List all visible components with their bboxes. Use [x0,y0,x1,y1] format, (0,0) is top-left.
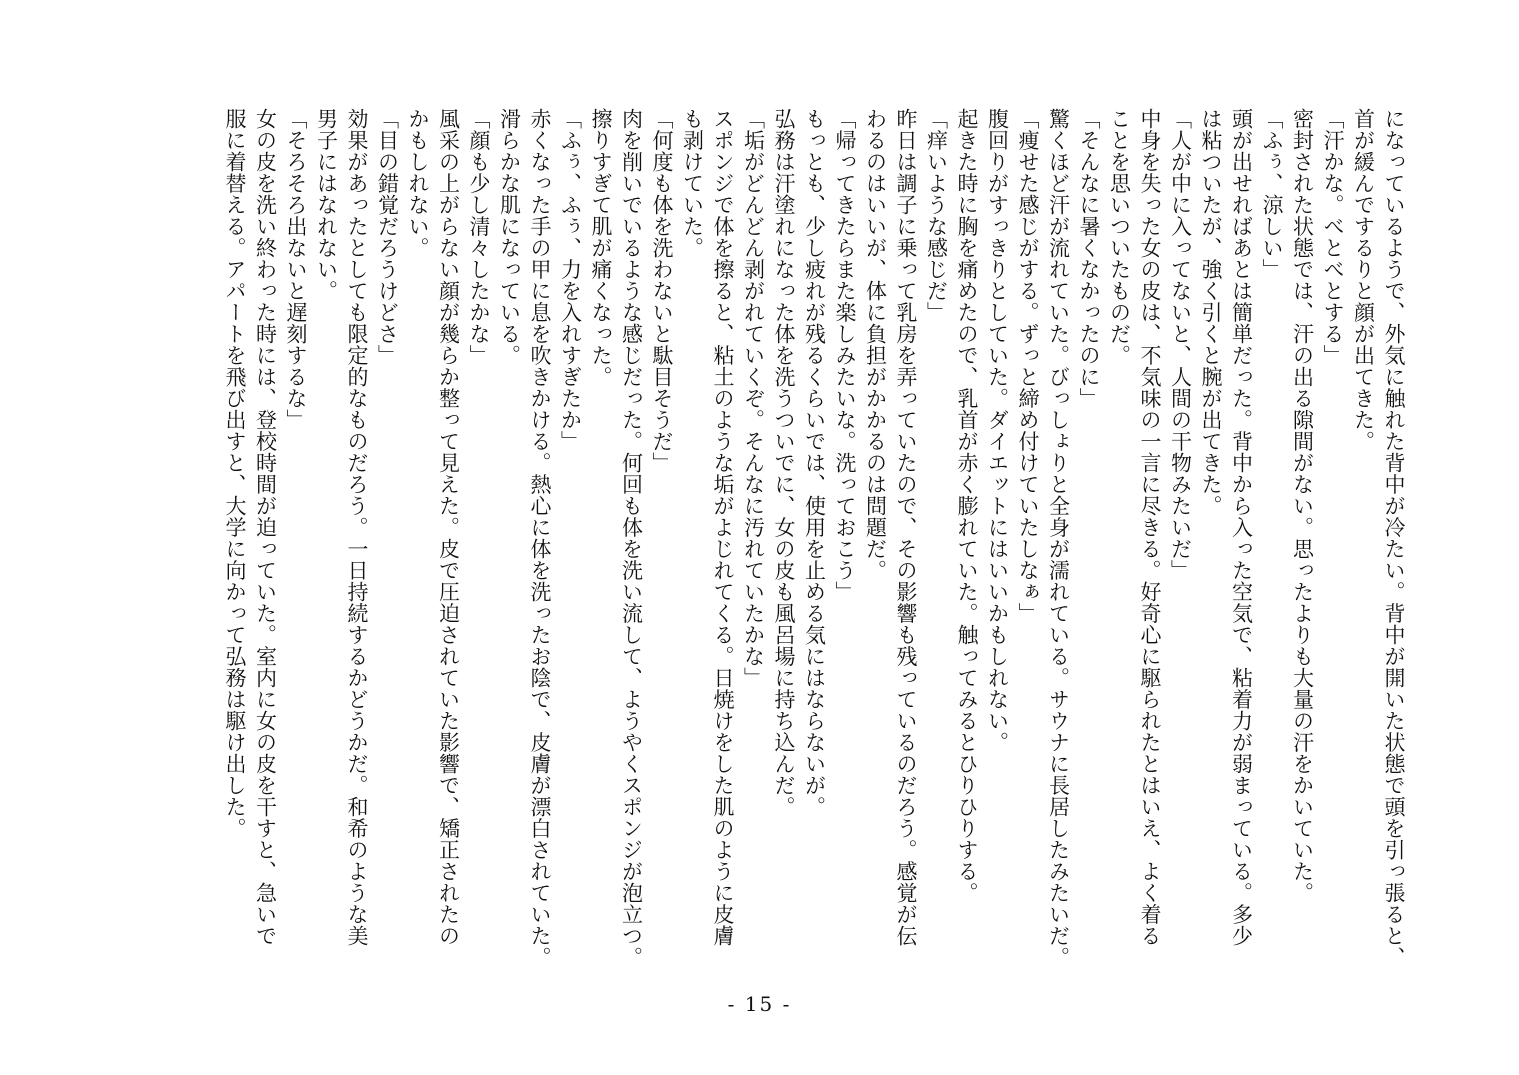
text-line: もっとも、少し疲れが残るくらいでは、使用を止める気にはならないが。 [802,108,827,818]
text-line: 驚くほど汗が流れていた。びっしょりと全身が濡れている。サウナに長居したみたいだ。 [1046,108,1071,968]
text-line: 滑らかな肌になっている。 [497,108,522,366]
text-line: 頭が出せればあとは簡単だった。背中から入った空気で、粘着力が弱まっている。多少 [1229,108,1254,947]
text-line: も剥けていた。 [680,108,705,259]
text-line: 「そろそろ出ないと遅刻するな」 [284,108,308,431]
text-line: 擦りすぎて肌が痛くなった。 [589,108,613,388]
text-line: 「目の錯覚だろうけどさ」 [375,108,400,366]
text-line: 「顔も少し清々したかな」 [467,108,491,366]
text-line: 腹回りがすっきりとしていた。ダイエットにはいいかもしれない。 [985,108,1010,753]
text-line: 効果があったとしても限定的なものだろう。一日持続するかどうかだ。和希のような美 [345,108,369,947]
text-line: 弘務は汗塗れになった体を洗うついでに、女の皮も風呂場に持ち込んだ。 [772,108,796,818]
text-line: 「そんなに暑くなかったのに」 [1077,108,1101,409]
text-line: 「痩せた感じがする。ずっと締め付けていたしなぁ」 [1016,108,1040,624]
text-line: かもしれない。 [406,108,430,259]
body-text [220,108,1410,988]
text-line: 男子にはなれない。 [314,108,339,302]
text-line: ことを思いついたものだ。 [1107,108,1132,366]
text-line: 肉を削いでいるような感じだった。何回も体を洗い流して、ようやくスポンジが泡立つ。 [619,108,644,968]
page-number: - 15 - [727,992,792,1016]
text-line: 昨日は調子に乗って乳房を弄っていたので、その影響も残っているのだろう。感覚が伝 [894,108,918,947]
text-line: 「痒いような感じだ」 [924,108,949,323]
text-line: 首が緩んでするりと顔が出てきた。 [1351,108,1376,452]
text-line: 「何度も体を洗わないと駄目そうだ」 [650,108,674,474]
text-line: 「帰ってきたらまた楽しみたいな。洗っておこう」 [833,108,857,603]
text-line: 起きた時に胸を痛めたので、乳首が赤く膨れていた。触ってみるとひりひりする。 [955,108,979,904]
text-line: 中身を失った女の皮は、不気味の一言に尽きる。好奇心に駆られたとはいえ、よく着る [1138,108,1162,947]
text-line: 「人が中に入ってないと、人間の干物みたいだ」 [1168,108,1193,581]
text-line: 赤くなった手の甲に息を吹きかける。熱心に体を洗ったお陰で、皮膚が漂白されていた。 [528,108,552,968]
text-line: 「汗かな。べとべとする」 [1321,108,1345,366]
text-line: 服に着替える。アパートを飛び出すと、大学に向かって弘務は駆け出した。 [223,108,247,839]
text-line: 女の皮を洗い終わった時には、登校時間が迫っていた。室内に女の皮を干すと、急いで [253,108,278,947]
text-line: スポンジで体を擦ると、粘土のような垢がよじれてくる。日焼けをした肌のように皮膚 [711,108,735,947]
text-line: になっているようで、外気に触れた背中が冷たい。背中が開いた状態で頭を引っ張ると、 [1382,108,1406,968]
text-line: 密封された状態では、汗の出る隙間がない。思ったよりも大量の汗をかいていた。 [1290,108,1315,904]
text-line: 風采の上がらない顔が幾らか整って見えた。皮で圧迫されていた影響で、矯正されたの [436,108,461,947]
text-line: 「垢がどんどん剥がれていくぞ。そんなに汚れていたかな」 [741,108,766,689]
text-line: は粘ついたが、強く引くと腕が出てきた。 [1199,108,1223,517]
text-line: 「ふぅ、涼しい」 [1260,108,1284,280]
text-line: 「ふぅ、ふぅ、力を入れすぎたか」 [558,108,583,452]
text-line: わるのはいいが、体に負担がかかるのは問題だ。 [863,108,888,581]
